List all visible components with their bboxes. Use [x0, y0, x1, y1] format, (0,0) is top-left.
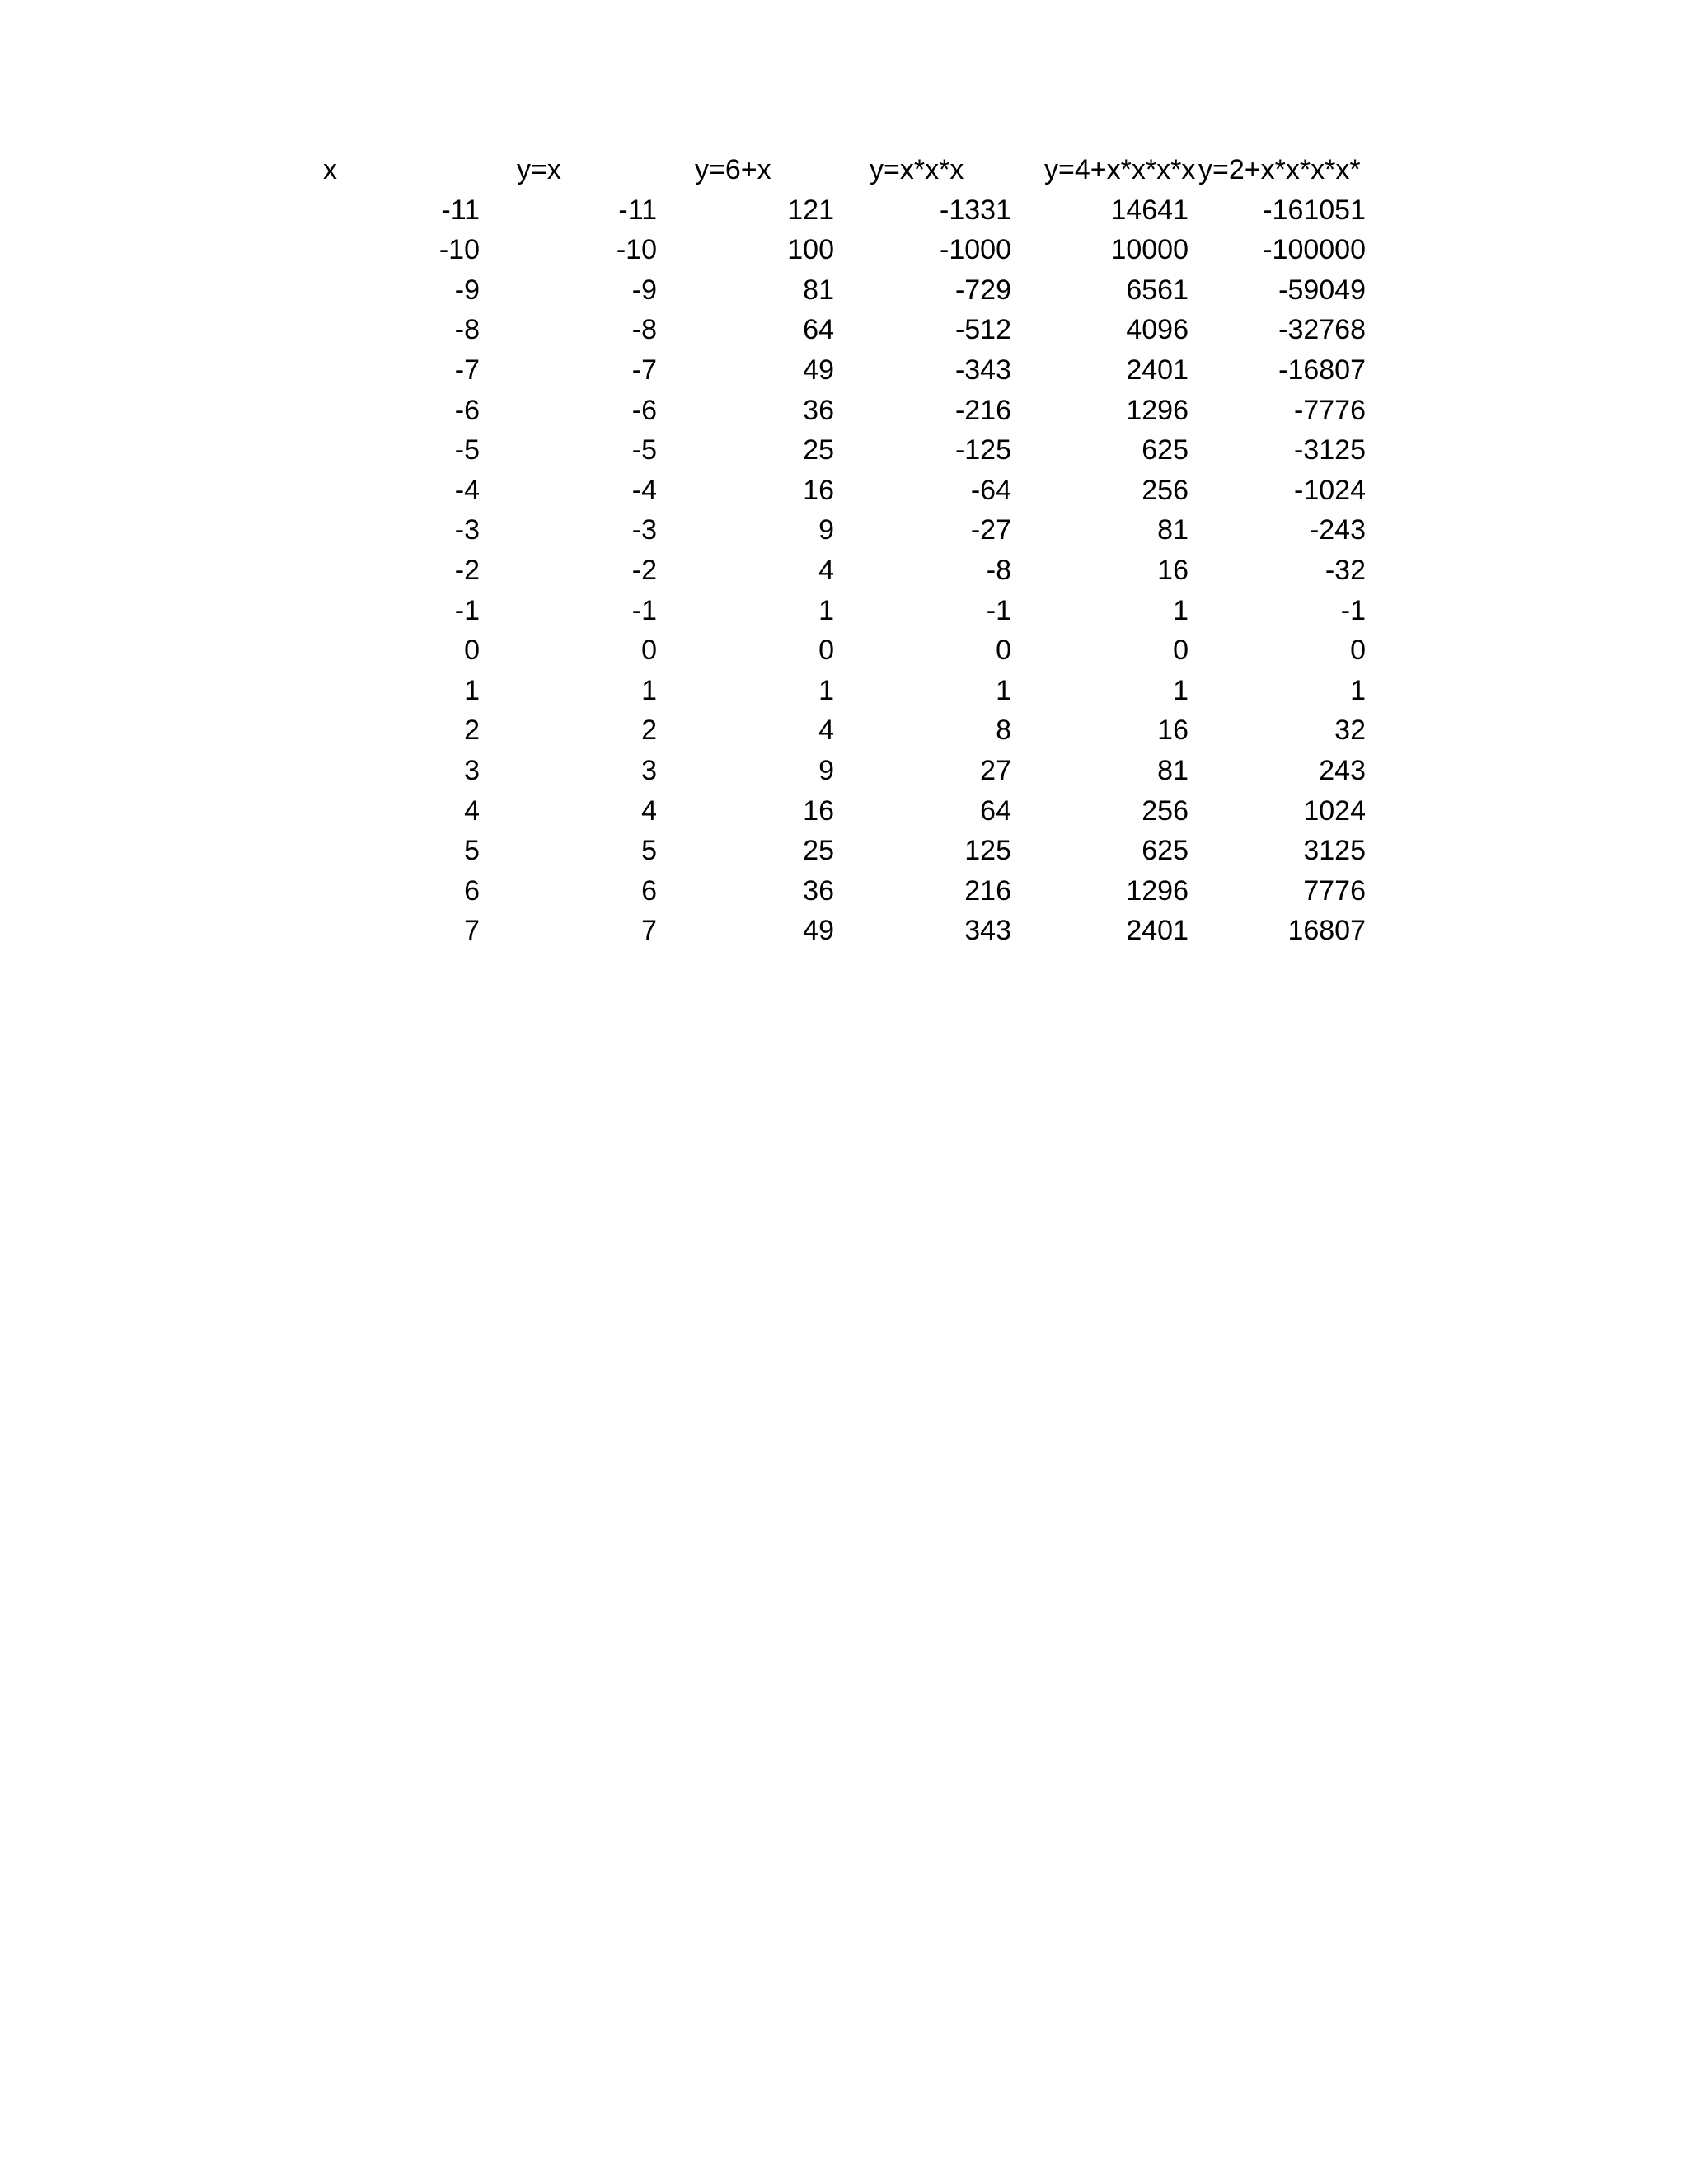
table-row: [305, 510, 1372, 551]
table-cell: 36: [803, 874, 834, 907]
table-cell: 1: [1173, 674, 1189, 706]
table-row: [305, 551, 1372, 591]
table-cell: 6561: [1126, 274, 1189, 306]
table-cell: -1: [631, 594, 657, 626]
table-row: [305, 230, 1372, 270]
table-row: [305, 350, 1372, 391]
table-row: [305, 310, 1372, 350]
table-cell: 8: [996, 715, 1011, 747]
table-row: [305, 190, 1372, 231]
table-cell: -32768: [1278, 314, 1366, 346]
table-cell: -27: [970, 514, 1011, 546]
table-row: [305, 791, 1372, 832]
table-cell: 49: [803, 915, 834, 947]
table-cell: 2: [641, 715, 657, 747]
table-row: [305, 430, 1372, 471]
table-cell: -5: [631, 434, 657, 466]
table-cell: 4: [464, 794, 480, 827]
table-cell: 16: [803, 474, 834, 506]
table-cell: -59049: [1278, 274, 1366, 306]
table-cell: -216: [954, 394, 1011, 426]
table-row: [305, 671, 1372, 711]
table-cell: -9: [454, 274, 480, 306]
table-body: [305, 190, 1372, 951]
table-cell: 0: [996, 635, 1011, 667]
table-cell: 36: [803, 394, 834, 426]
table-cell: -9: [631, 274, 657, 306]
table-row: [305, 751, 1372, 791]
table-cell: 81: [803, 274, 834, 306]
table-cell: -1000: [940, 234, 1011, 266]
table-cell: -6: [454, 394, 480, 426]
table-row: [305, 831, 1372, 871]
table-cell: 6: [464, 874, 480, 907]
table-cell: 4: [818, 554, 834, 586]
table-cell: -343: [954, 354, 1011, 386]
table-cell: 7: [464, 915, 480, 947]
table-cell: 243: [1319, 754, 1366, 786]
table-cell: 3: [641, 754, 657, 786]
table-cell: 5: [464, 835, 480, 867]
header-y-eq-6-plus-x: y=6+x: [695, 154, 771, 185]
table-row: [305, 710, 1372, 751]
table-cell: -3: [631, 514, 657, 546]
table-cell: 1296: [1126, 394, 1189, 426]
table-cell: -1024: [1294, 474, 1366, 506]
table-cell: 3: [464, 754, 480, 786]
table-row: [305, 871, 1372, 912]
table-cell: 0: [1350, 635, 1366, 667]
table-cell: 0: [464, 635, 480, 667]
table-cell: -1: [986, 594, 1011, 626]
header-y-eq-x-cubed: y=x*x*x: [870, 154, 964, 185]
table-cell: -4: [631, 474, 657, 506]
table-cell: -32: [1325, 554, 1366, 586]
table-cell: -512: [954, 314, 1011, 346]
table-cell: -1331: [940, 194, 1011, 226]
table-cell: 1: [1350, 674, 1366, 706]
table-cell: 32: [1334, 715, 1366, 747]
table-cell: 16: [1157, 715, 1189, 747]
table-cell: 7: [641, 915, 657, 947]
table-cell: 16: [1157, 554, 1189, 586]
table-cell: 125: [964, 835, 1011, 867]
table-cell: -729: [954, 274, 1011, 306]
table-cell: -7776: [1294, 394, 1366, 426]
table-cell: -7: [454, 354, 480, 386]
table-cell: 1024: [1303, 794, 1366, 827]
table-cell: 6: [641, 874, 657, 907]
table-cell: 81: [1157, 514, 1189, 546]
table-cell: -8: [454, 314, 480, 346]
table-row: [305, 270, 1372, 311]
table-cell: 343: [964, 915, 1011, 947]
header-x: x: [323, 154, 337, 185]
table-cell: -6: [631, 394, 657, 426]
table-cell: -11: [441, 194, 480, 226]
table-cell: 25: [803, 835, 834, 867]
table-cell: -3: [454, 514, 480, 546]
table-cell: -2: [454, 554, 480, 586]
table-cell: 1: [1173, 594, 1189, 626]
table-cell: -5: [454, 434, 480, 466]
table-row: [305, 911, 1372, 951]
data-table: [305, 150, 1372, 951]
table-cell: -243: [1309, 514, 1366, 546]
header-y-eq-x: y=x: [517, 154, 561, 185]
table-cell: 4096: [1126, 314, 1189, 346]
table-cell: 1: [818, 674, 834, 706]
table-cell: 625: [1142, 835, 1189, 867]
table-cell: 4: [641, 794, 657, 827]
table-cell: 64: [803, 314, 834, 346]
table-cell: 81: [1157, 754, 1189, 786]
table-cell: 256: [1142, 794, 1189, 827]
table-row: [305, 471, 1372, 511]
table-cell: 625: [1142, 434, 1189, 466]
table-row: [305, 630, 1372, 671]
table-cell: 1: [641, 674, 657, 706]
table-cell: -2: [631, 554, 657, 586]
table-cell: 2401: [1126, 354, 1189, 386]
table-cell: 49: [803, 354, 834, 386]
table-cell: 121: [787, 194, 834, 226]
table-cell: 10000: [1110, 234, 1189, 266]
table-cell: -3125: [1294, 434, 1366, 466]
table-row: [305, 391, 1372, 431]
table-cell: -10: [616, 234, 657, 266]
table-cell: 0: [818, 635, 834, 667]
header-y-eq-4-plus-x-fourth: y=4+x*x*x*x: [1044, 154, 1196, 185]
table-cell: -1: [1340, 594, 1366, 626]
table-cell: -10: [438, 234, 480, 266]
table-cell: 1: [996, 674, 1011, 706]
table-cell: -1: [454, 594, 480, 626]
table-cell: 4: [818, 715, 834, 747]
table-cell: 5: [641, 835, 657, 867]
table-cell: 9: [818, 514, 834, 546]
table-cell: 14641: [1110, 194, 1189, 226]
table-cell: 100: [787, 234, 834, 266]
table-cell: 1: [464, 674, 480, 706]
header-y-eq-2-plus-x-fifth: y=2+x*x*x*x*: [1198, 154, 1361, 185]
table-cell: 3125: [1303, 835, 1366, 867]
table-cell: 25: [803, 434, 834, 466]
table-cell: -7: [631, 354, 657, 386]
table-cell: 0: [641, 635, 657, 667]
table-cell: -8: [631, 314, 657, 346]
table-cell: -11: [618, 194, 657, 226]
table-cell: 2401: [1126, 915, 1189, 947]
table-cell: 27: [980, 754, 1011, 786]
table-cell: 256: [1142, 474, 1189, 506]
table-cell: 9: [818, 754, 834, 786]
table-cell: 216: [964, 874, 1011, 907]
table-cell: -16807: [1278, 354, 1366, 386]
table-cell: 1296: [1126, 874, 1189, 907]
table-cell: -4: [454, 474, 480, 506]
spreadsheet-page: [305, 150, 1385, 951]
table-cell: 2: [464, 715, 480, 747]
header-row: [305, 150, 1372, 190]
table-cell: -125: [954, 434, 1011, 466]
table-cell: 1: [818, 594, 834, 626]
table-cell: -64: [970, 474, 1011, 506]
table-cell: 7776: [1303, 874, 1366, 907]
table-cell: -100000: [1263, 234, 1366, 266]
table-cell: 16807: [1287, 915, 1366, 947]
table-cell: 64: [980, 794, 1011, 827]
table-cell: 16: [803, 794, 834, 827]
table-cell: -8: [986, 554, 1011, 586]
table-cell: -161051: [1263, 194, 1366, 226]
table-cell: 0: [1173, 635, 1189, 667]
table-row: [305, 591, 1372, 631]
